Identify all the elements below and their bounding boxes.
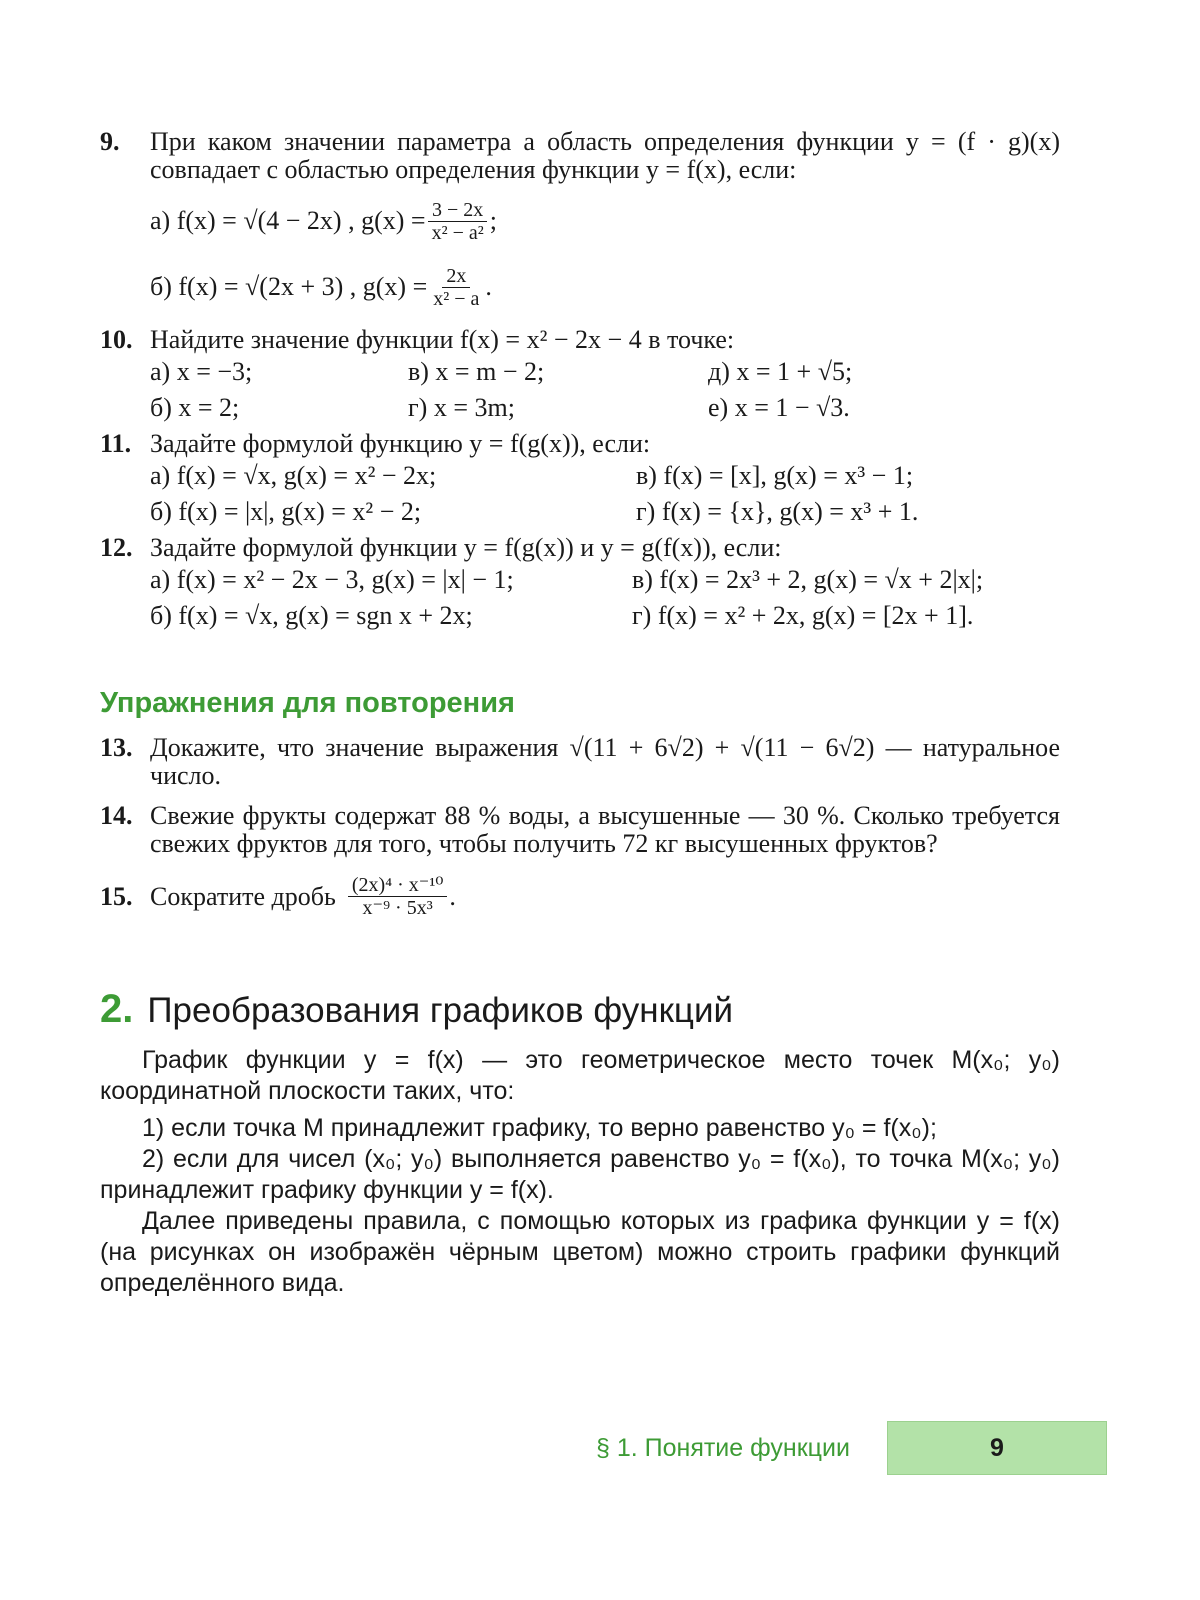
problem-9-part-b — [150, 256, 1060, 318]
problem-number: 15. — [100, 881, 133, 911]
option: д) x = 1 + √5; — [708, 357, 853, 386]
problem-number: 13. — [100, 733, 133, 762]
problem-number: 11. — [100, 429, 132, 458]
fraction-numerator: (2x)⁴ · x⁻¹⁰ — [348, 874, 448, 897]
problem-statement: При каком значении параметра a область определения функции y = (f · g)(x) совпадает с областью определения функции y = f(x), если: — [150, 127, 1060, 184]
problem-12 — [100, 534, 1060, 562]
problem-12-options — [150, 562, 1060, 634]
fraction-denominator: x² − a — [433, 287, 480, 310]
part-a-functions: а) f(x) = √(4 − 2x) , g(x) = — [150, 206, 426, 235]
fraction-numerator: 2x — [442, 265, 470, 288]
option: г) f(x) = {x}, g(x) = x³ + 1. — [636, 497, 919, 526]
chapter-title-text: Преобразования графиков функций — [147, 991, 734, 1030]
problem-statement: Задайте формулой функцию y = f(g(x)), если: — [150, 429, 651, 458]
problem-10-options — [150, 354, 1060, 426]
paragraph: График функции y = f(x) — это геометрическое место точек M(x₀; y₀) координатной плоскости таких, что: — [100, 1046, 1060, 1105]
problem-statement: Найдите значение функции f(x) = x² − 2x − 4 в точке: — [150, 325, 735, 354]
option: а) x = −3; — [150, 357, 253, 386]
paragraph-item-2: 2) если для чисел (x₀; y₀) выполняется равенство y₀ = f(x₀), то точка M(x₀; y₀) принадлежит графику функции y = f(x). — [100, 1145, 1060, 1204]
page-number: 9 — [887, 1421, 1107, 1475]
fraction — [348, 874, 448, 919]
option: а) f(x) = √x, g(x) = x² − 2x; — [150, 461, 437, 490]
option: в) f(x) = [x], g(x) = x³ − 1; — [636, 461, 914, 490]
fraction — [429, 265, 483, 310]
fraction-denominator: x² − a² — [431, 221, 484, 244]
problem-11-options — [150, 458, 1060, 530]
problem-9 — [100, 128, 1060, 184]
problem-statement — [150, 874, 1060, 919]
footer-section-title: § 1. Понятие функции — [596, 1434, 850, 1462]
part-a-end: ; — [489, 206, 497, 235]
option: а) f(x) = x² − 2x − 3, g(x) = |x| − 1; — [150, 565, 514, 594]
paragraph-item-1: 1) если точка M принадлежит графику, то верно равенство y₀ = f(x₀); — [142, 1114, 937, 1142]
problem-number: 10. — [100, 325, 133, 354]
problem-13 — [100, 734, 1060, 790]
problem-11 — [100, 430, 1060, 458]
problem-text: Сократите дробь — [150, 881, 336, 911]
option: г) x = 3m; — [408, 393, 515, 422]
fraction-numerator: 3 − 2x — [428, 199, 487, 222]
problem-number: 12. — [100, 533, 133, 562]
option: в) x = m − 2; — [408, 357, 545, 386]
section-heading: Упражнения для повторения — [100, 687, 515, 719]
option: б) f(x) = |x|, g(x) = x² − 2; — [150, 497, 422, 526]
option: г) f(x) = x² + 2x, g(x) = [2x + 1]. — [632, 601, 974, 630]
paragraph: Далее приведены правила, с помощью которых из графика функции y = f(x) (на рисунках он изображён чёрным цветом) можно строить графики функций определённого вида. — [100, 1207, 1060, 1297]
page-content — [100, 128, 1060, 1299]
chapter-title — [100, 989, 1060, 1031]
problem-9-part-a — [150, 190, 1060, 252]
problem-end: . — [449, 881, 456, 911]
fraction-denominator: x⁻⁹ · 5x³ — [362, 897, 433, 919]
problem-10 — [100, 326, 1060, 354]
option: б) f(x) = √x, g(x) = sgn x + 2x; — [150, 601, 473, 630]
option: в) f(x) = 2x³ + 2, g(x) = √x + 2|x|; — [632, 565, 984, 594]
option: е) x = 1 − √3. — [708, 393, 850, 422]
option: б) x = 2; — [150, 393, 240, 422]
problem-statement: Задайте формулой функции y = f(g(x)) и y = g(f(x)), если: — [150, 533, 782, 562]
problem-number: 14. — [100, 801, 133, 830]
problem-number: 9. — [100, 127, 120, 156]
problem-15 — [100, 874, 1060, 919]
problem-statement: Докажите, что значение выражения √(11 + 6√2) + √(11 − 6√2) — натуральное число. — [150, 733, 1060, 790]
problem-statement: Свежие фрукты содержат 88 % воды, а высушенные — 30 %. Сколько требуется свежих фруктов для того, чтобы получить 72 кг высушенных фруктов? — [150, 801, 1060, 858]
part-b-end: . — [485, 272, 492, 301]
part-b-functions: б) f(x) = √(2x + 3) , g(x) = — [150, 272, 428, 301]
problem-14 — [100, 802, 1060, 858]
chapter-number: 2. — [100, 987, 134, 1031]
fraction — [428, 199, 488, 244]
